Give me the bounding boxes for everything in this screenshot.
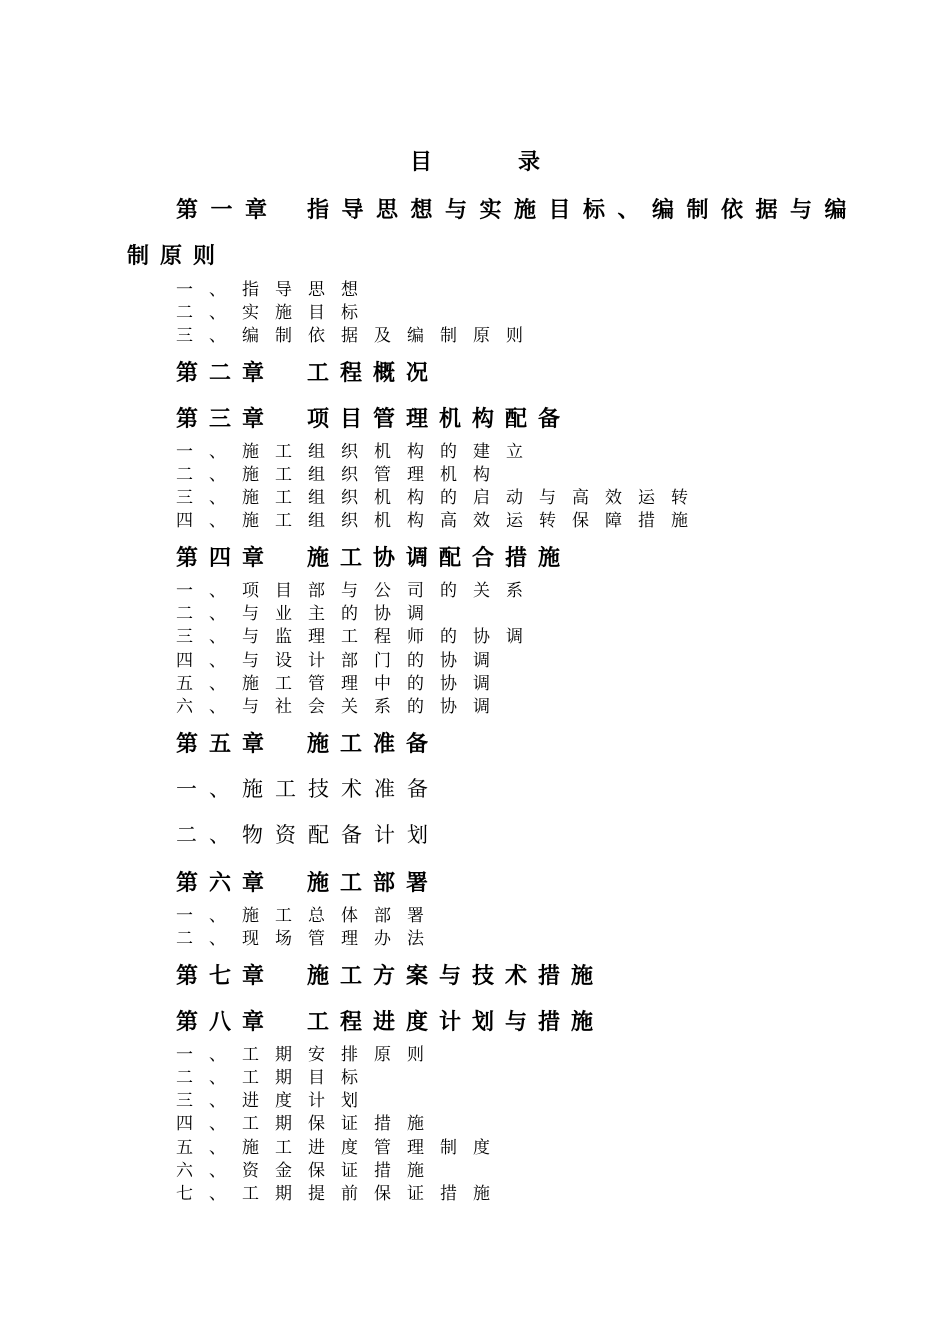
chapter-7-title: 施工方案与技术措施 bbox=[307, 963, 605, 989]
chapter-2-title: 工程概况 bbox=[307, 360, 440, 386]
chapter-8-heading bbox=[176, 1011, 604, 1033]
chapter-6-title: 施工部署 bbox=[307, 870, 440, 896]
chapter-1-heading bbox=[176, 199, 859, 221]
toc-section: 一、施工组织机构的建立 bbox=[176, 442, 539, 462]
toc-section: 一、项目部与公司的关系 bbox=[176, 581, 539, 601]
toc-section: 三、编制依据及编制原则 bbox=[176, 326, 539, 346]
chapter-8-number: 第八章 bbox=[176, 1009, 276, 1035]
toc-title-char-1: 目 bbox=[409, 149, 432, 175]
toc-section: 六、与社会关系的协调 bbox=[176, 697, 506, 717]
chapter-1-title-line1: 指导思想与实施目标、编制依据与编 bbox=[307, 197, 860, 223]
toc-section: 三、与监理工程师的协调 bbox=[176, 627, 539, 647]
chapter-5-heading bbox=[176, 733, 439, 755]
chapter-2-number: 第二章 bbox=[176, 360, 276, 386]
toc-section: 四、工期保证措施 bbox=[176, 1114, 440, 1134]
toc-section: 一、施工技术准备 bbox=[176, 777, 440, 801]
chapter-6-heading bbox=[176, 872, 439, 894]
chapter-1-title-line2: 制原则 bbox=[127, 243, 227, 269]
toc-section: 二、施工组织管理机构 bbox=[176, 465, 506, 485]
chapter-3-title: 项目管理机构配备 bbox=[307, 406, 572, 432]
chapter-6-number: 第六章 bbox=[176, 870, 276, 896]
chapter-7-number: 第七章 bbox=[176, 963, 276, 989]
chapter-3-number: 第三章 bbox=[176, 406, 276, 432]
toc-section: 四、与设计部门的协调 bbox=[176, 651, 506, 671]
toc-section: 一、指导思想 bbox=[176, 280, 374, 300]
chapter-5-title: 施工准备 bbox=[307, 731, 440, 757]
chapter-1-number: 第一章 bbox=[176, 197, 280, 223]
toc-section: 二、实施目标 bbox=[176, 303, 374, 323]
chapter-4-number: 第四章 bbox=[176, 545, 276, 571]
toc-section: 五、施工进度管理制度 bbox=[176, 1138, 506, 1158]
toc-title bbox=[0, 151, 950, 173]
toc-section: 二、工期目标 bbox=[176, 1068, 374, 1088]
chapter-4-title: 施工协调配合措施 bbox=[307, 545, 572, 571]
chapter-2-heading bbox=[176, 362, 439, 384]
chapter-5-number: 第五章 bbox=[176, 731, 276, 757]
toc-section: 一、施工总体部署 bbox=[176, 906, 440, 926]
toc-section: 二、现场管理办法 bbox=[176, 929, 440, 949]
toc-section: 一、工期安排原则 bbox=[176, 1045, 440, 1065]
toc-title-char-2: 录 bbox=[518, 149, 541, 175]
chapter-3-heading bbox=[176, 408, 571, 430]
toc-section: 五、施工管理中的协调 bbox=[176, 674, 506, 694]
toc-section: 六、资金保证措施 bbox=[176, 1161, 440, 1181]
toc-section: 二、与业主的协调 bbox=[176, 604, 440, 624]
toc-section: 三、进度计划 bbox=[176, 1091, 374, 1111]
toc-section: 四、施工组织机构高效运转保障措施 bbox=[176, 511, 704, 531]
chapter-4-heading bbox=[176, 547, 571, 569]
toc-section: 七、工期提前保证措施 bbox=[176, 1184, 506, 1204]
chapter-7-heading bbox=[176, 965, 604, 987]
chapter-8-title: 工程进度计划与措施 bbox=[307, 1009, 605, 1035]
toc-section: 三、施工组织机构的启动与高效运转 bbox=[176, 488, 704, 508]
toc-section: 二、物资配备计划 bbox=[176, 823, 440, 847]
